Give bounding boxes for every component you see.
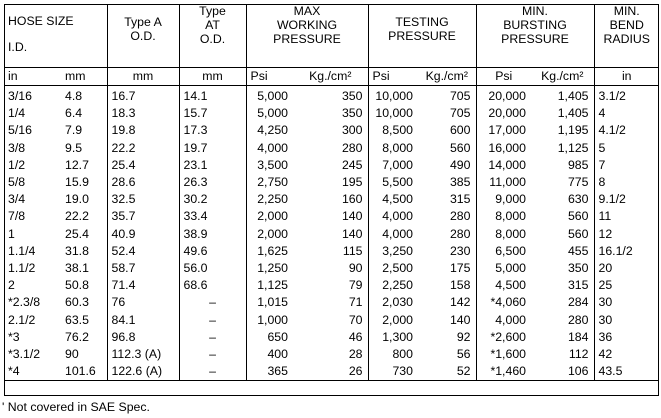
cell-testing-kg: 315 bbox=[418, 191, 476, 208]
table-row bbox=[4, 260, 659, 277]
cell-type-a-od: 32.5 bbox=[107, 191, 179, 208]
header-burst-line2: BURSTING bbox=[503, 18, 567, 32]
cell-bend-radius: 30 bbox=[598, 312, 613, 327]
cell-type-at-od: 68.6 bbox=[179, 277, 246, 294]
cell-bursting-psi: *2,600 bbox=[490, 329, 526, 344]
cell-bend-radius: 11 bbox=[598, 209, 612, 224]
cell-working-kg: 160 bbox=[293, 191, 368, 208]
cell-bursting-kg: 775 bbox=[531, 174, 594, 191]
cell-testing-kg: 142 bbox=[418, 294, 476, 311]
cell-working-psi: 4,000 bbox=[257, 140, 288, 155]
cell-working-kg: 140 bbox=[293, 226, 368, 243]
cell-working-kg: 28 bbox=[293, 346, 368, 363]
cell-working-kg: 71 bbox=[293, 294, 368, 311]
cell-testing-kg: 56 bbox=[418, 346, 476, 363]
table-row bbox=[4, 277, 659, 294]
cell-bend-radius: 5 bbox=[598, 140, 606, 155]
table-row bbox=[4, 157, 659, 174]
cell-id-in: *3 bbox=[8, 329, 20, 344]
cell-id-in: *2.3/8 bbox=[8, 295, 41, 310]
cell-bursting-psi: *1,600 bbox=[490, 347, 526, 362]
cell-working-psi: 650 bbox=[267, 329, 288, 344]
cell-bend-radius: 8 bbox=[598, 175, 606, 190]
cell-working-kg: 70 bbox=[293, 312, 368, 329]
table-row bbox=[4, 226, 659, 243]
cell-type-a-od: 112.3 (A) bbox=[107, 346, 179, 363]
cell-id-mm: 12.7 bbox=[61, 157, 107, 174]
cell-testing-psi: 2,250 bbox=[382, 278, 413, 293]
cell-type-a-od: 40.9 bbox=[107, 226, 179, 243]
header-bend-line3: RADIUS bbox=[603, 32, 650, 46]
cell-type-at-od: 30.2 bbox=[179, 191, 246, 208]
cell-bursting-psi: 9,000 bbox=[495, 192, 526, 207]
cell-type-a-od: 35.7 bbox=[107, 208, 179, 225]
cell-type-a-od: 28.6 bbox=[107, 174, 179, 191]
cell-working-psi: 3,500 bbox=[257, 157, 288, 172]
cell-bursting-kg: 280 bbox=[531, 312, 594, 329]
cell-bursting-psi: 4,000 bbox=[495, 312, 526, 327]
cell-testing-psi: 4,000 bbox=[382, 209, 413, 224]
cell-working-psi: 5,000 bbox=[257, 106, 288, 121]
cell-bend-radius: 4.1/2 bbox=[598, 123, 626, 138]
table-row bbox=[4, 191, 659, 208]
cell-type-a-od: 84.1 bbox=[107, 312, 179, 329]
cell-bursting-psi: *1,460 bbox=[476, 363, 531, 381]
header-burst-line3: PRESSURE bbox=[501, 32, 569, 46]
unit-cell: mm bbox=[61, 68, 107, 86]
cell-type-at-od: – bbox=[179, 312, 246, 329]
cell-bursting-kg: 350 bbox=[531, 260, 594, 277]
header-max-line1: MAX bbox=[293, 4, 321, 18]
header-type-a-od bbox=[107, 4, 179, 68]
cell-type-a-od: 122.6 (A) bbox=[107, 363, 179, 381]
cell-type-at-od: 56.0 bbox=[179, 260, 246, 277]
cell-id-mm: 9.5 bbox=[61, 140, 107, 157]
cell-id-in: 1.1/2 bbox=[8, 261, 36, 276]
header-max-line3: PRESSURE bbox=[273, 32, 341, 46]
unit-cell: in bbox=[594, 68, 659, 86]
cell-type-at-od: 33.4 bbox=[179, 208, 246, 225]
cell-bend-radius: 25 bbox=[598, 278, 613, 293]
cell-id-mm: 76.2 bbox=[61, 329, 107, 346]
cell-id-in: 1 bbox=[8, 226, 15, 241]
cell-type-at-od: 23.1 bbox=[179, 157, 246, 174]
header-hose-size bbox=[4, 4, 107, 68]
unit-cell: Kg./cm² bbox=[418, 68, 476, 86]
table-row bbox=[4, 174, 659, 191]
cell-bursting-psi: 20,000 bbox=[488, 89, 526, 103]
cell-testing-psi: 730 bbox=[368, 363, 418, 381]
cell-bend-radius: 7 bbox=[598, 157, 606, 172]
cell-id-mm: 31.8 bbox=[61, 243, 107, 260]
header-type-at-line1: Type bbox=[199, 4, 226, 18]
header-type-a-line2: O.D. bbox=[130, 29, 156, 43]
cell-bend-radius: 36 bbox=[598, 329, 613, 344]
cell-id-mm: 38.1 bbox=[61, 260, 107, 277]
cell-testing-kg: 140 bbox=[418, 312, 476, 329]
table-row bbox=[4, 329, 659, 346]
cell-type-at-od: 15.7 bbox=[179, 105, 246, 122]
cell-working-kg: 350 bbox=[293, 105, 368, 122]
cell-testing-psi: 4,500 bbox=[382, 192, 413, 207]
cell-testing-kg: 92 bbox=[418, 329, 476, 346]
cell-working-kg: 90 bbox=[293, 260, 368, 277]
cell-testing-kg: 705 bbox=[418, 105, 476, 122]
cell-bursting-psi: 16,000 bbox=[488, 140, 526, 155]
table-row bbox=[4, 243, 659, 260]
header-testing-line2: PRESSURE bbox=[388, 29, 456, 43]
header-burst-line1: MIN. bbox=[522, 4, 548, 18]
cell-testing-psi: 8,500 bbox=[382, 123, 413, 138]
cell-bursting-psi: 17,000 bbox=[488, 123, 526, 138]
cell-working-psi: 1,250 bbox=[257, 261, 288, 276]
cell-id-in: *4 bbox=[4, 363, 61, 381]
header-type-at-line2: AT bbox=[205, 18, 220, 32]
cell-id-mm: 15.9 bbox=[61, 174, 107, 191]
cell-testing-psi: 5,500 bbox=[382, 175, 413, 190]
cell-testing-kg: 230 bbox=[418, 243, 476, 260]
footnote: ' Not covered in SAE Spec. bbox=[2, 400, 150, 414]
cell-bursting-psi: *4,060 bbox=[490, 295, 526, 310]
cell-id-in: 2.1/2 bbox=[8, 312, 36, 327]
header-hose-size-id: I.D. bbox=[8, 40, 28, 54]
cell-type-a-od: 18.3 bbox=[107, 105, 179, 122]
table-row bbox=[4, 140, 659, 157]
cell-bursting-kg: 284 bbox=[531, 294, 594, 311]
cell-type-a-od: 58.7 bbox=[107, 260, 179, 277]
cell-type-at-od: – bbox=[179, 346, 246, 363]
cell-type-a-od: 16.7 bbox=[107, 86, 179, 106]
cell-testing-psi: 2,030 bbox=[382, 295, 413, 310]
cell-id-in: 1/4 bbox=[8, 106, 26, 121]
header-bend-line1: MIN. bbox=[613, 4, 640, 18]
cell-working-psi: 2,000 bbox=[257, 226, 288, 241]
cell-working-kg: 245 bbox=[293, 157, 368, 174]
cell-testing-kg: 705 bbox=[418, 86, 476, 106]
header-hose-size-label: HOSE SIZE bbox=[8, 14, 74, 28]
unit-cell: Kg./cm² bbox=[293, 68, 368, 86]
cell-id-in: 1/2 bbox=[8, 157, 26, 172]
cell-bursting-psi: 6,500 bbox=[495, 243, 526, 258]
unit-cell: Psi bbox=[476, 68, 531, 86]
cell-id-mm: 25.4 bbox=[61, 226, 107, 243]
cell-working-kg: 300 bbox=[293, 122, 368, 139]
cell-id-in: 5/16 bbox=[8, 123, 32, 138]
cell-id-mm: 101.6 bbox=[61, 363, 107, 381]
cell-working-psi: 365 bbox=[246, 363, 293, 381]
cell-working-psi: 4,250 bbox=[257, 123, 288, 138]
header-testing-pressure bbox=[368, 4, 476, 68]
cell-bursting-kg: 315 bbox=[531, 277, 594, 294]
cell-working-psi: 2,000 bbox=[257, 209, 288, 224]
cell-id-mm: 19.0 bbox=[61, 191, 107, 208]
cell-working-kg: 140 bbox=[293, 208, 368, 225]
cell-bursting-psi: 8,000 bbox=[495, 209, 526, 224]
cell-id-mm: 22.2 bbox=[61, 208, 107, 225]
cell-bursting-kg: 184 bbox=[531, 329, 594, 346]
header-max-working-pressure bbox=[246, 4, 368, 68]
cell-working-psi: 2,250 bbox=[257, 192, 288, 207]
cell-testing-kg: 175 bbox=[418, 260, 476, 277]
cell-bend-radius: 43.5 bbox=[594, 363, 659, 381]
cell-type-at-od: 19.7 bbox=[179, 140, 246, 157]
table-row bbox=[4, 86, 659, 106]
cell-testing-psi: 3,250 bbox=[382, 243, 413, 258]
cell-bursting-kg: 630 bbox=[531, 191, 594, 208]
cell-id-mm: 4.8 bbox=[61, 86, 107, 106]
cell-working-kg: 280 bbox=[293, 140, 368, 157]
cell-bend-radius: 42 bbox=[598, 347, 613, 362]
hose-pressure-table bbox=[4, 4, 659, 381]
cell-type-a-od: 19.8 bbox=[107, 122, 179, 139]
unit-cell: Psi bbox=[368, 68, 418, 86]
unit-cell: Psi bbox=[246, 68, 293, 86]
cell-id-in: *3.1/2 bbox=[8, 347, 41, 362]
cell-bursting-kg: 1,125 bbox=[531, 140, 594, 157]
cell-testing-psi: 10,000 bbox=[375, 106, 413, 121]
cell-id-mm: 63.5 bbox=[61, 312, 107, 329]
cell-bursting-psi: 8,000 bbox=[495, 226, 526, 241]
cell-id-in: 3/8 bbox=[8, 140, 26, 155]
cell-id-in: 1.1/4 bbox=[8, 243, 36, 258]
cell-bursting-psi: 4,500 bbox=[495, 278, 526, 293]
table-row bbox=[4, 105, 659, 122]
cell-testing-psi: 8,000 bbox=[382, 140, 413, 155]
cell-working-kg: 26 bbox=[293, 363, 368, 381]
cell-working-psi: 1,125 bbox=[257, 278, 288, 293]
cell-type-at-od: 17.3 bbox=[179, 122, 246, 139]
table-row bbox=[4, 122, 659, 139]
unit-cell: mm bbox=[107, 68, 179, 86]
cell-bursting-kg: 1,405 bbox=[531, 86, 594, 106]
table-row bbox=[4, 346, 659, 363]
cell-type-a-od: 52.4 bbox=[107, 243, 179, 260]
cell-id-mm: 7.9 bbox=[61, 122, 107, 139]
header-type-a-line1: Type A bbox=[124, 15, 162, 29]
cell-testing-kg: 52 bbox=[418, 363, 476, 381]
header-type-at-line3: O.D. bbox=[199, 32, 226, 46]
cell-testing-kg: 560 bbox=[418, 140, 476, 157]
cell-testing-psi: 2,000 bbox=[382, 312, 413, 327]
unit-cell: Kg./cm² bbox=[531, 68, 594, 86]
cell-id-in: 5/8 bbox=[8, 175, 26, 190]
cell-bursting-kg: 1,195 bbox=[531, 122, 594, 139]
cell-type-at-od: 26.3 bbox=[179, 174, 246, 191]
unit-cell: in bbox=[4, 68, 61, 86]
cell-working-psi: 1,015 bbox=[257, 295, 288, 310]
cell-id-in: 7/8 bbox=[8, 209, 26, 224]
cell-bursting-psi: 20,000 bbox=[488, 106, 526, 121]
table-row bbox=[4, 312, 659, 329]
cell-type-a-od: 76 bbox=[107, 294, 179, 311]
cell-type-at-od: 14.1 bbox=[179, 86, 246, 106]
cell-type-a-od: 71.4 bbox=[107, 277, 179, 294]
cell-bursting-kg: 560 bbox=[531, 226, 594, 243]
cell-testing-psi: 10,000 bbox=[375, 89, 413, 103]
cell-testing-psi: 4,000 bbox=[382, 226, 413, 241]
cell-working-psi: 1,000 bbox=[257, 312, 288, 327]
cell-type-at-od: – bbox=[179, 363, 246, 381]
cell-id-in: 3/4 bbox=[8, 192, 26, 207]
cell-testing-kg: 385 bbox=[418, 174, 476, 191]
cell-bend-radius: 20 bbox=[598, 261, 613, 276]
cell-bursting-kg: 112 bbox=[531, 346, 594, 363]
cell-working-psi: 400 bbox=[267, 347, 288, 362]
cell-bend-radius: 30 bbox=[598, 295, 613, 310]
cell-working-psi: 1,625 bbox=[257, 243, 288, 258]
header-min-bursting-pressure bbox=[476, 4, 594, 68]
cell-testing-kg: 600 bbox=[418, 122, 476, 139]
cell-bursting-kg: 985 bbox=[531, 157, 594, 174]
cell-testing-psi: 2,500 bbox=[382, 261, 413, 276]
cell-type-a-od: 22.2 bbox=[107, 140, 179, 157]
cell-type-a-od: 25.4 bbox=[107, 157, 179, 174]
header-row bbox=[4, 4, 659, 68]
cell-id-mm: 50.8 bbox=[61, 277, 107, 294]
cell-type-at-od: 49.6 bbox=[179, 243, 246, 260]
cell-bend-radius: 12 bbox=[598, 226, 613, 241]
cell-id-in: 2 bbox=[8, 278, 15, 293]
cell-working-kg: 79 bbox=[293, 277, 368, 294]
cell-bend-radius: 3.1/2 bbox=[598, 89, 626, 103]
cell-bursting-kg: 455 bbox=[531, 243, 594, 260]
cell-id-mm: 90 bbox=[61, 346, 107, 363]
cell-bursting-psi: 11,000 bbox=[489, 175, 526, 190]
cell-working-psi: 5,000 bbox=[257, 89, 288, 103]
cell-testing-psi: 7,000 bbox=[382, 157, 413, 172]
cell-working-kg: 195 bbox=[293, 174, 368, 191]
cell-testing-kg: 158 bbox=[418, 277, 476, 294]
cell-working-kg: 46 bbox=[293, 329, 368, 346]
cell-bursting-psi: 14,000 bbox=[488, 157, 526, 172]
cell-bursting-psi: 5,000 bbox=[495, 261, 526, 276]
cell-type-at-od: 38.9 bbox=[179, 226, 246, 243]
cell-testing-psi: 800 bbox=[392, 347, 413, 362]
cell-testing-kg: 280 bbox=[418, 208, 476, 225]
cell-bursting-kg: 106 bbox=[531, 363, 594, 381]
cell-type-a-od: 96.8 bbox=[107, 329, 179, 346]
cell-working-kg: 350 bbox=[293, 86, 368, 106]
cell-testing-kg: 490 bbox=[418, 157, 476, 174]
table-row bbox=[4, 208, 659, 225]
header-type-at-od bbox=[179, 4, 246, 68]
table-row bbox=[4, 363, 659, 381]
units-row bbox=[4, 68, 659, 86]
table-body bbox=[4, 86, 659, 381]
unit-cell: mm bbox=[179, 68, 246, 86]
cell-id-mm: 6.4 bbox=[61, 105, 107, 122]
cell-bend-radius: 16.1/2 bbox=[598, 243, 633, 258]
cell-working-kg: 115 bbox=[293, 243, 368, 260]
header-bend-line2: BEND bbox=[609, 18, 644, 32]
cell-bursting-kg: 1,405 bbox=[531, 105, 594, 122]
cell-working-psi: 2,750 bbox=[257, 175, 288, 190]
cell-id-in: 3/16 bbox=[8, 89, 32, 103]
cell-id-mm: 60.3 bbox=[61, 294, 107, 311]
cell-bend-radius: 4 bbox=[598, 106, 606, 121]
cell-bend-radius: 9.1/2 bbox=[598, 192, 626, 207]
table-row bbox=[4, 294, 659, 311]
cell-type-at-od: – bbox=[179, 294, 246, 311]
cell-bursting-kg: 560 bbox=[531, 208, 594, 225]
header-min-bend-radius bbox=[594, 4, 659, 68]
header-testing-line1: TESTING bbox=[395, 15, 449, 29]
cell-testing-psi: 1,300 bbox=[382, 329, 413, 344]
cell-type-at-od: – bbox=[179, 329, 246, 346]
cell-testing-kg: 280 bbox=[418, 226, 476, 243]
header-max-line2: WORKING bbox=[276, 18, 338, 32]
